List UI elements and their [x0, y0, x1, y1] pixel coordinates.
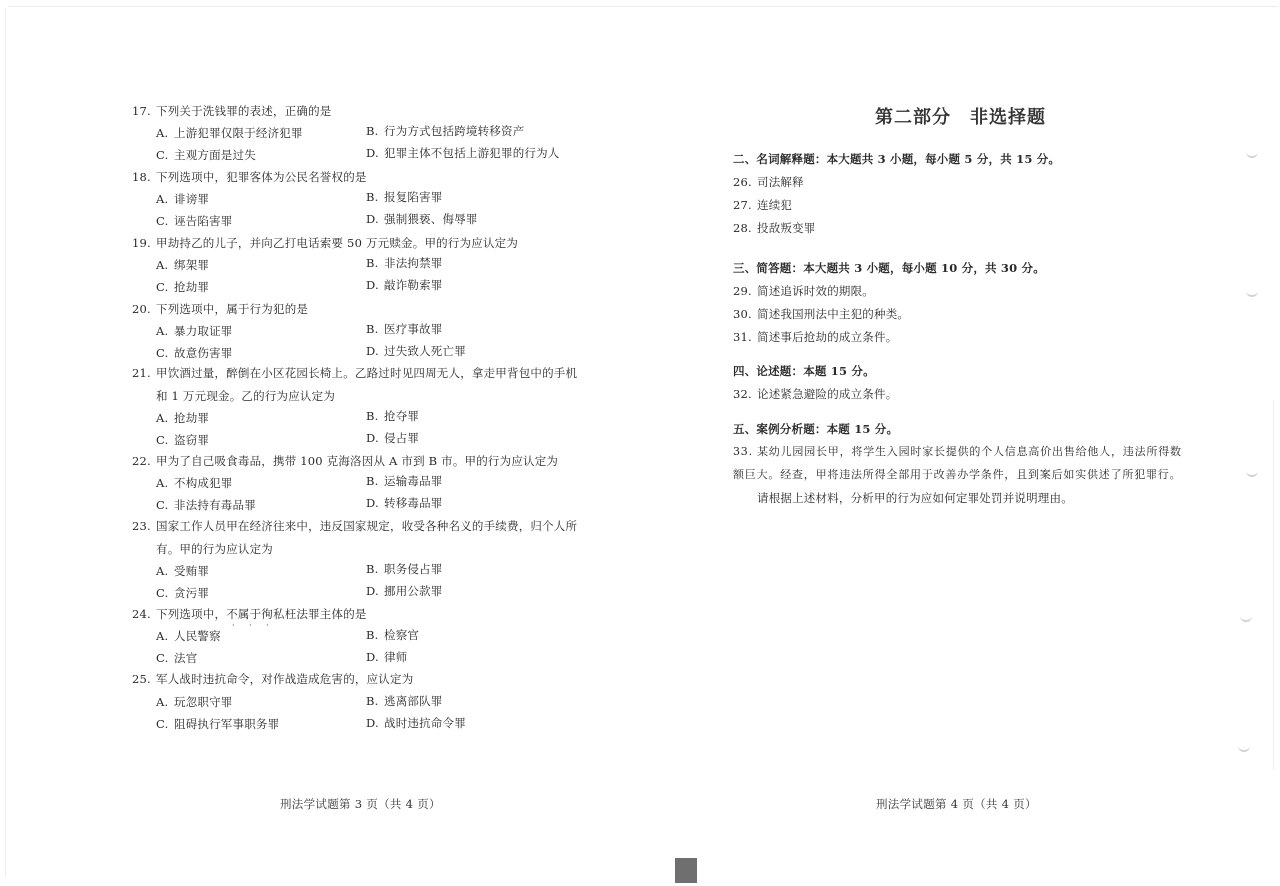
q24-option-a: A. 人民警察	[156, 629, 221, 643]
q21-option-a: A. 抢劫罪	[156, 411, 210, 425]
q25-option-a: A. 玩忽职守罪	[156, 695, 233, 709]
q23-option-a: A. 受贿罪	[156, 564, 210, 578]
question-23-stem-continued: 有。甲的行为应认定为	[156, 542, 273, 556]
q21-option-b: B. 抢夺罪	[366, 409, 420, 423]
q22-option-d: D. 转移毒品罪	[366, 496, 443, 510]
part-title: 第二部分 非选择题	[875, 107, 1046, 128]
question-stem: 下列关于洗钱罪的表述，正确的是	[156, 104, 332, 118]
q17-option-d: D. 犯罪主体不包括上游犯罪的行为人	[366, 146, 560, 160]
q25-option-c: C. 阻碍执行军事职务罪	[156, 717, 280, 731]
question-22: 22. 甲为了自己吸食毒品，携带 100 克海洛因从 A 市到 B 市。甲的行为应认定为	[132, 454, 559, 468]
q23-option-c: C. 贪污罪	[156, 586, 210, 600]
q25-option-b: B. 逃离部队罪	[366, 694, 443, 708]
q19-option-d: D. 敲诈勒索罪	[366, 278, 443, 292]
question-29: 29. 简述追诉时效的期限。	[733, 284, 874, 298]
question-30: 30. 简述我国刑法中主犯的种类。	[733, 307, 910, 321]
question-31: 31. 简述事后抢劫的成立条件。	[733, 330, 898, 344]
question-27: 27. 连续犯	[733, 198, 793, 212]
q22-option-b: B. 运输毒品罪	[366, 474, 443, 488]
q17-option-a: A. 上游犯罪仅限于经济犯罪	[156, 126, 303, 140]
q18-option-b: B. 报复陷害罪	[366, 190, 443, 204]
question-18: 18. 下列选项中，犯罪客体为公民名誉权的是	[132, 170, 367, 184]
q21-option-d: D. 侵占罪	[366, 431, 420, 445]
question-25: 25. 军人战时违抗命令，对作战造成危害的，应认定为	[132, 672, 414, 686]
question-23: 23. 国家工作人员甲在经济往来中，违反国家规定，收受各种名义的手续费，归个人所	[132, 519, 578, 533]
q18-option-d: D. 强制猥亵、侮辱罪	[366, 212, 478, 226]
q17-option-c: C. 主观方面是过失	[156, 148, 256, 162]
section-heading-case-analysis: 五、案例分析题：本题 15 分。	[733, 422, 899, 436]
q22-option-a: A. 不构成犯罪	[156, 476, 233, 490]
q23-option-d: D. 挪用公款罪	[366, 584, 443, 598]
exam-page-4	[640, 0, 1280, 886]
q20-option-c: C. 故意伤害罪	[156, 346, 233, 360]
q20-option-d: D. 过失致人死亡罪	[366, 344, 466, 358]
question-17	[132, 104, 332, 118]
question-number: 17.	[132, 104, 151, 118]
section-heading-essay: 四、论述题：本题 15 分。	[733, 364, 875, 378]
q19-option-b: B. 非法拘禁罪	[366, 256, 443, 270]
q18-option-a: A. 诽谤罪	[156, 192, 210, 206]
question-32: 32. 论述紧急避险的成立条件。	[733, 387, 898, 401]
scan-marker	[675, 858, 697, 883]
question-24: 24. 下列选项中，不属于徇私枉法罪主体的是	[132, 607, 367, 621]
page-footer-left: 刑法学试题第 3 页（共 4 页）	[280, 797, 441, 811]
question-19: 19. 甲劫持乙的儿子，并向乙打电话索要 50 万元赎金。甲的行为应认定为	[132, 236, 519, 250]
emphasis-dots: · · ·	[232, 621, 275, 630]
q18-option-c: C. 诬告陷害罪	[156, 214, 233, 228]
page-footer-right: 刑法学试题第 4 页（共 4 页）	[876, 797, 1037, 811]
q25-option-d: D. 战时违抗命令罪	[366, 716, 466, 730]
question-28: 28. 投敌叛变罪	[733, 221, 816, 235]
q23-option-b: B. 职务侵占罪	[366, 562, 443, 576]
question-21: 21. 甲饮酒过量，醉倒在小区花园长椅上。乙路过时见四周无人，拿走甲背包中的手机	[132, 366, 578, 380]
section-heading-short-answer: 三、简答题：本大题共 3 小题，每小题 10 分，共 30 分。	[733, 261, 1045, 275]
q19-option-a: A. 绑架罪	[156, 258, 210, 272]
q24-option-c: C. 法官	[156, 651, 198, 665]
q21-option-c: C. 盗窃罪	[156, 433, 210, 447]
question-21-stem-continued: 和 1 万元现金。乙的行为应认定为	[156, 389, 336, 403]
question-33-prompt: 请根据上述材料，分析甲的行为应如何定罪处罚并说明理由。	[757, 491, 1073, 505]
q24-option-d: D. 律师	[366, 650, 408, 664]
q22-option-c: C. 非法持有毒品罪	[156, 498, 256, 512]
q24-option-b: B. 检察官	[366, 628, 420, 642]
section-heading-definitions: 二、名词解释题：本大题共 3 小题，每小题 5 分，共 15 分。	[733, 152, 1061, 166]
question-26: 26. 司法解释	[733, 175, 804, 189]
question-33: 33. 某幼儿园园长甲，将学生入园时家长提供的个人信息高价出售给他人，违法所得数	[733, 445, 1182, 458]
q20-option-b: B. 医疗事故罪	[366, 322, 443, 336]
q20-option-a: A. 暴力取证罪	[156, 324, 233, 338]
question-33-continued: 额巨大。经查，甲将违法所得全部用于改善办学条件，且到案后如实供述了所犯罪行。	[733, 468, 1182, 481]
q17-option-b: B. 行为方式包括跨境转移资产	[366, 124, 525, 138]
question-20: 20. 下列选项中，属于行为犯的是	[132, 302, 309, 316]
q19-option-c: C. 抢劫罪	[156, 280, 210, 294]
